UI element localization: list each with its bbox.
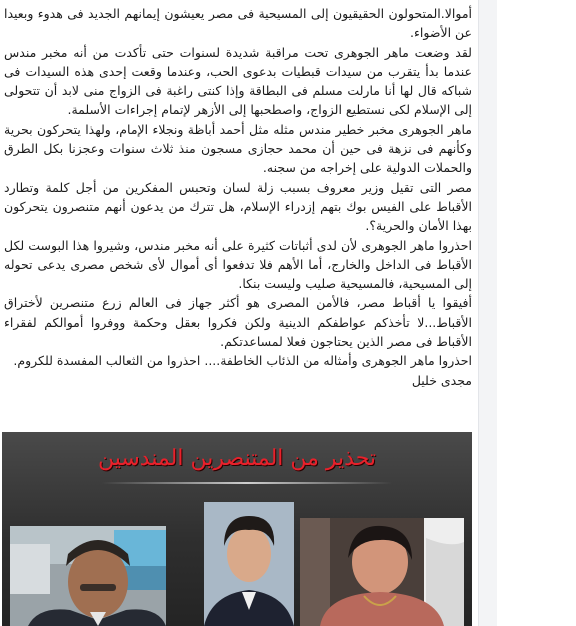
post-paragraph-6: أفيقوا يا أقباط مصر، فالأمن المصرى هو أكثر جهاز فى العالم زرع متنصرين لأختراق الأقباط...لا تأخذكم عواطفكم الدينية ولكن فكروا بعقل وحكمة ووفروا أموالكم لفقراء الأقباط فى مصر الذين يحتاجون فعلا لمساعدتكم. [4,295,472,350]
post-paragraph-1: أموالا.المتحولون الحقيقيون إلى المسيحية فى مصر يعيشون إيمانهم الجديد فى هدوء وبعيدا عن الأضواء. [4,6,472,41]
post-text [4,4,472,390]
post-signature: مجدى خليل [411,372,472,388]
post-paragraph-2: لقد وضعت ماهر الجوهرى تحت مراقبة شديدة لسنوات حتى تأكدت من أنه مخبر مندس عندما بدأ يتقرب من سيدات قبطيات بدعوى الحب، وعندما وقعت إحدى هذه السيدات فى شباكه قال لها أنا مارلت مسلم فى البطاقة وإذا كنتى راغبة فى الزواج منى لابد أن تتحولى إلى الإسلام لكى نستطيع الزواج، واصطحبها إلى الأزهر لإتمام إجراءات الأسلمة. [4,44,472,118]
post-paragraph-7: احذروا ماهر الجوهرى وأمثاله من الذئاب الخاطفة.... احذروا من الثعالب المفسدة للكروم. [13,353,472,369]
right-column [497,0,576,626]
post-paragraph-3: ماهر الجوهرى مخبر خطير مندس مثله مثل أحمد أباظة ونجلاء الإمام، ولهذا يتحركون بحرية وكأنهم فى نزهة فى حين أن محمد حجازى مسجون منذ ثلاث سنوات وعجزنا بكل الطرق والحملات الدولية على إخراجه من سجنه. [4,121,472,176]
post-image[interactable] [2,432,472,626]
banner-title: تحذير من المتنصرين المندسين [97,446,377,471]
photo-woman [300,518,464,626]
page-scrollbar[interactable] [478,0,497,626]
photo-man-with-mustache [10,526,166,626]
post-paragraph-4: مصر التى تقيل وزير معروف بسبب زلة لسان وتحبس المفكرين من أجل كلمة وتطارد الأقباط على الفيس بوك بتهم إزدراء الإسلام، هل تترك من يدعون أنهم متنصرون يتحركون بهذا الأمان والحرية؟. [4,179,472,234]
banner-divider [102,482,392,484]
post-paragraph-5: احذروا ماهر الجوهرى لأن لدى أثباتات كثيرة على أنه مخبر مندس، وشيروا هذا البوست لكل الأقباط فى الداخل والخارج، أما الأهم فلا تدفعوا أى أموال لأى شخص مصرى يدعى تحوله إلى المسيحية، فالمسيحية صليب وليست بنكا. [4,237,472,292]
photo-young-man [204,502,294,626]
